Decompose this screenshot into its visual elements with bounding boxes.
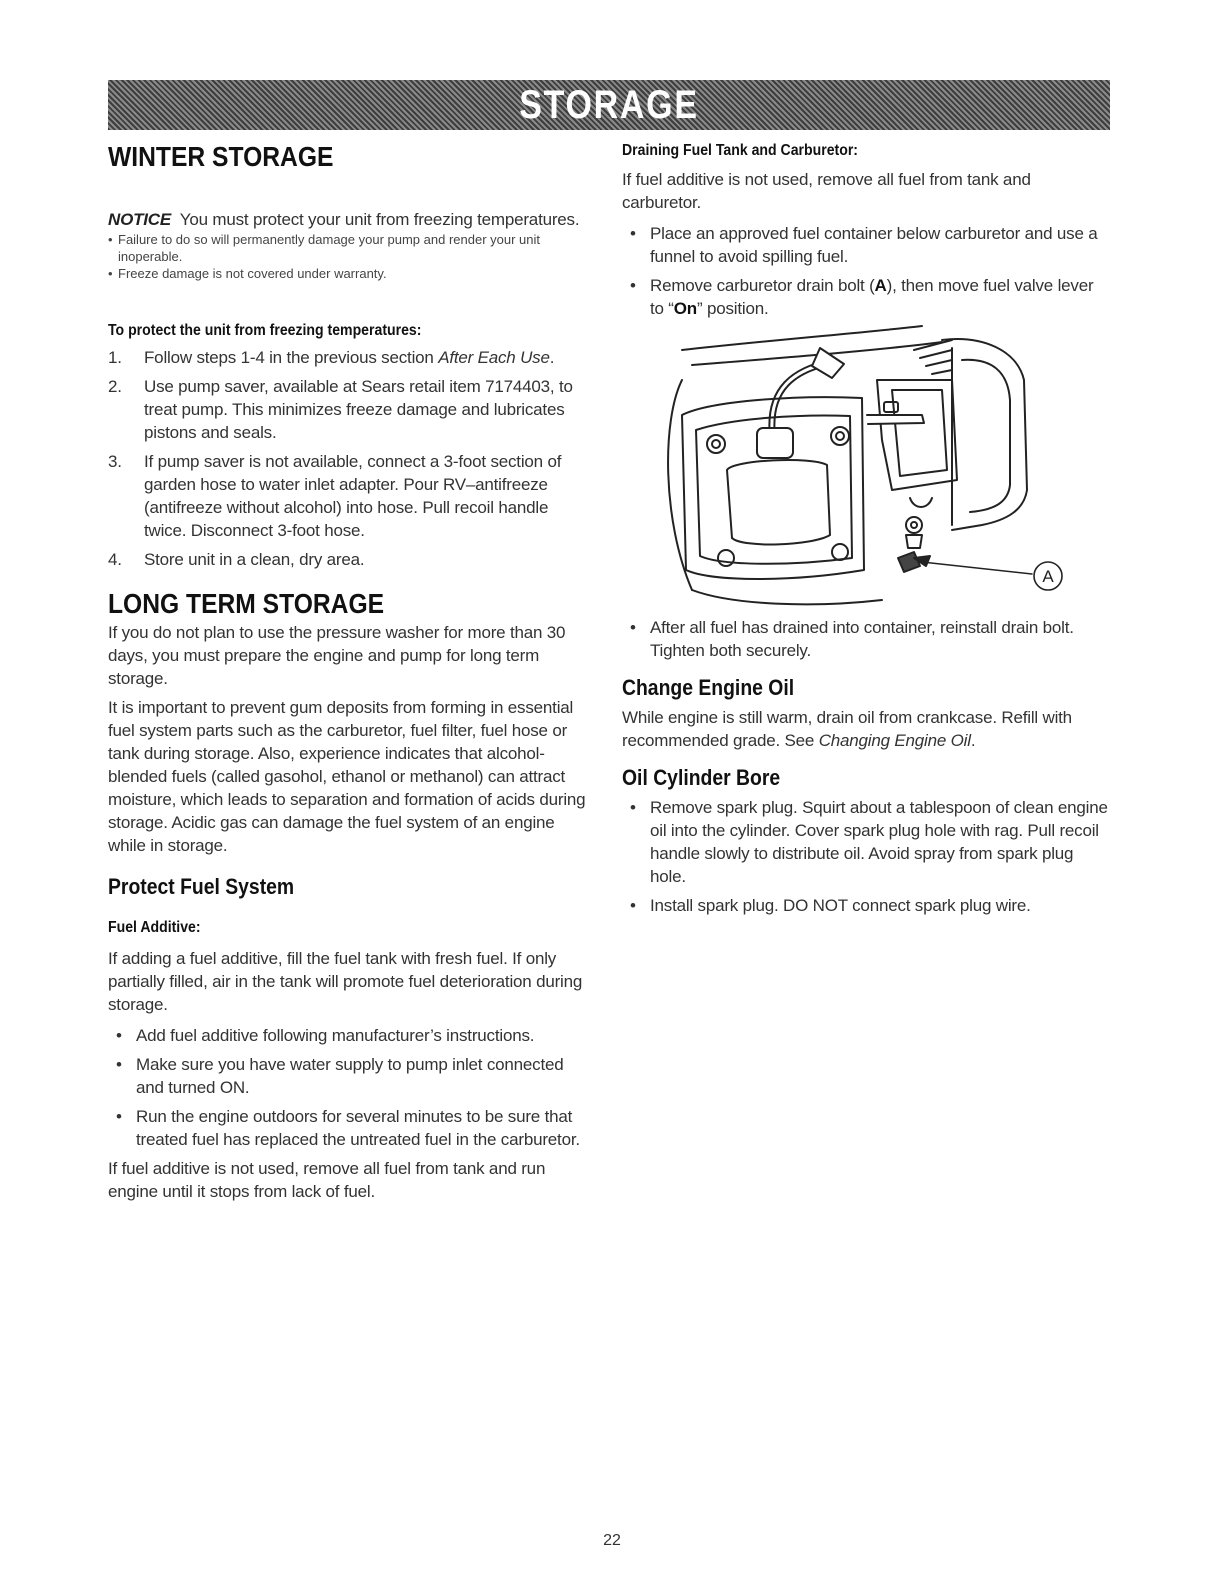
list-item: 4. Store unit in a clean, dry area. (108, 550, 365, 569)
fuel-additive-bullet-list (108, 1024, 586, 1151)
notice-paragraph (108, 208, 586, 231)
protect-unit-heading: To protect the unit from freezing temperatures: (108, 322, 422, 339)
protect-fuel-heading: Protect Fuel System (108, 874, 295, 899)
list-item: • Make sure you have water supply to pump inlet connected and turned ON. (108, 1053, 586, 1099)
fuel-additive-closing-paragraph: If fuel additive is not used, remove all fuel from tank and run engine until it stops from lack of fuel. (108, 1159, 546, 1201)
banner-title: STORAGE (519, 83, 699, 127)
draining-bullet-list (622, 222, 1110, 320)
page-number: 22 (603, 1532, 621, 1549)
fuel-additive-paragraph: If adding a fuel additive, fill the fuel tank with fresh fuel. If only partially filled, air in the tank will promote fuel deterioration during storage. (108, 949, 583, 1014)
list-item: • After all fuel has drained into container, reinstall drain bolt. Tighten both securely. (622, 616, 1110, 662)
list-item: • Remove spark plug. Squirt about a tablespoon of clean engine oil into the cylinder. Cover spark plug hole with rag. Pull recoil handle slowly to distribute oil. Avoid spray from spark plug hole. (622, 796, 1110, 888)
notice-label: NOTICE (108, 210, 172, 229)
engine-drawing (652, 320, 1102, 610)
list-item: 2. Use pump saver, available at Sears retail item 7174403, to treat pump. This minimizes freeze damage and lubricates pistons and seals. (108, 377, 573, 442)
list-item: • Remove carburetor drain bolt (A), then move fuel valve lever to “On” position. (622, 274, 1110, 320)
notice-text: You must protect your unit from freezing temperatures. (179, 210, 580, 229)
list-item: • Freeze damage is not covered under warranty. (108, 265, 586, 282)
long-term-paragraph-1: If you do not plan to use the pressure washer for more than 30 days, you must prepare the engine and pump for long term storage. (108, 623, 566, 688)
oil-cylinder-bore-heading: Oil Cylinder Bore (622, 765, 781, 790)
change-engine-oil-paragraph: While engine is still warm, drain oil from crankcase. Refill with recommended grade. See Changing Engine Oil. (622, 708, 1072, 750)
draining-heading: Draining Fuel Tank and Carburetor: (622, 142, 858, 159)
notice-bullet-list (108, 231, 586, 282)
left-column (108, 140, 586, 1203)
winter-steps-list (108, 346, 586, 571)
long-term-storage-heading: LONG TERM STORAGE (108, 588, 385, 619)
after-drain-bullet-list (622, 616, 1110, 662)
draining-paragraph: If fuel additive is not used, remove all fuel from tank and carburetor. (622, 170, 1031, 212)
list-item: 1. Follow steps 1-4 in the previous section After Each Use. (108, 348, 555, 367)
figure-label-a: A (1042, 567, 1054, 586)
storage-banner (108, 80, 1110, 130)
list-item: • Run the engine outdoors for several minutes to be sure that treated fuel has replaced the untreated fuel in the carburetor. (108, 1105, 586, 1151)
list-item: • Add fuel additive following manufacturer’s instructions. (108, 1024, 586, 1047)
change-engine-oil-heading: Change Engine Oil (622, 675, 795, 700)
cylinder-bullet-list (622, 796, 1110, 917)
right-column (622, 140, 1110, 917)
winter-storage-heading: WINTER STORAGE (108, 141, 334, 172)
list-item: 3. If pump saver is not available, connect a 3-foot section of garden hose to water inlet adapter. Pour RV–antifreeze (antifreeze without alcohol) into hose. Pull recoil handle twice. Disconnect 3-foot hose. (108, 452, 562, 540)
list-item: • Failure to do so will permanently damage your pump and render your unit inoperable. (108, 231, 586, 265)
fuel-additive-heading: Fuel Additive: (108, 919, 201, 936)
carburetor-illustration (652, 320, 1102, 610)
list-item: • Place an approved fuel container below carburetor and use a funnel to avoid spilling fuel. (622, 222, 1110, 268)
long-term-paragraph-2: It is important to prevent gum deposits from forming in essential fuel system parts such as the carburetor, fuel filter, fuel hose or tank during storage. Also, experience indicates that alcohol-blended fuels (called gasohol, ethanol or methanol) can attract moisture, which leads to separation and formation of acids during storage. Acidic gas can damage the fuel system of an engine while in storage. (108, 698, 586, 855)
list-item: • Install spark plug. DO NOT connect spark plug wire. (622, 894, 1110, 917)
